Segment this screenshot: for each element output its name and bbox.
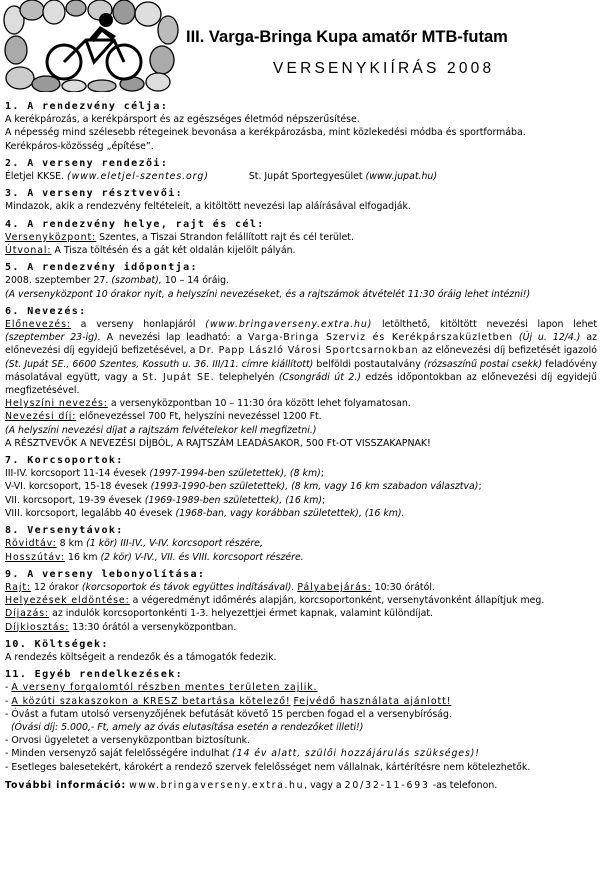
text: VII. korcsoport, 19-39 évesek xyxy=(5,494,145,506)
text: az előnevezési díj befizetését igazoló xyxy=(418,345,597,357)
term-label: Rajt: xyxy=(5,581,31,593)
page-title: III. Varga-Bringa Kupa amatőr MTB-futam xyxy=(186,28,508,46)
event-time: 10 – 14 óráig. xyxy=(164,275,230,287)
section-distances xyxy=(5,524,597,564)
text: Fejvédő használata ajánlott! xyxy=(293,695,452,707)
text: (szeptember 23-ig). xyxy=(5,332,101,344)
section-location xyxy=(5,218,597,258)
text: Varga-Bringa Szerviz és Kerékpárszaküzletben xyxy=(248,332,514,344)
paragraph: A népesség mind szélesebb rétegeinek bevonása a kerékpározásba, mint közlekedési módba és sportformába. xyxy=(5,127,526,139)
paragraph xyxy=(5,551,597,564)
organizer-website[interactable]: (www.jupat.hu) xyxy=(365,171,438,183)
text: 10:30 órától. xyxy=(371,581,435,593)
text: 13:30 órától a versenyközpontban. xyxy=(69,621,237,633)
footer-website[interactable]: www.bringaverseny.extra.hu xyxy=(129,779,305,791)
term-label: Hosszútáv: xyxy=(5,551,66,563)
text: - Minden versenyző saját felelősségére indulhat xyxy=(5,748,233,760)
footer xyxy=(5,779,597,792)
text: , vagy a xyxy=(304,779,345,791)
text: V-VI. korcsoport, 15-18 évesek xyxy=(5,481,151,493)
list-item: (Óvási díj: 5.000,- Ft, amely az óvás elutasítása esetén a rendezőket illeti!) xyxy=(11,721,364,733)
section-costs xyxy=(5,638,597,664)
text: (1 kör) III-IV., V-IV. korcsoport részére, xyxy=(86,538,263,550)
text: az indulók korcsoportonkénti 1-3. helyezettjei érmet kapnak, valamint különdíjat. xyxy=(49,608,433,620)
list-item xyxy=(5,507,597,520)
section-heading: 4. A rendezvény helye, rajt és cél: xyxy=(5,218,265,230)
paragraph xyxy=(5,594,597,607)
paragraph xyxy=(5,397,597,410)
section-heading: 8. Versenytávok: xyxy=(5,525,124,537)
text: ; xyxy=(478,481,482,493)
text: ; xyxy=(322,494,326,506)
list-item: - A közúti szakaszokon a KRESZ betartása kötelező! Fejvédő használata ajánlott! xyxy=(5,695,452,707)
term-label: Versenyközpont: xyxy=(5,231,97,243)
section-heading: 7. Korcsoportok: xyxy=(5,455,124,467)
text: (1968-ban, vagy korábban születettek), (16 km). xyxy=(175,507,405,519)
paragraph: A rendezés költségeit a rendezők és a támogatók fedezik. xyxy=(5,651,277,663)
text: edzés időpontokban az előnevezési díj egyidejű megfizetésével. xyxy=(5,371,597,397)
section-heading: 2. A verseny rendezői: xyxy=(5,157,169,169)
text: a végeredményt időmérés alapján, korcsoportonként, versenytávonként állapítjuk meg. xyxy=(129,595,545,607)
list-item xyxy=(5,480,597,493)
text: (Csongrádi út 2.) xyxy=(278,371,361,383)
list-item xyxy=(5,747,597,760)
text: ; xyxy=(320,468,324,480)
paragraph: Kerékpáros-közösség „építése”. xyxy=(5,140,154,152)
paragraph xyxy=(5,231,597,244)
term-label: Nevezési díj: xyxy=(5,411,77,423)
text: a versenyközpontban 10 – 11:30 óra között lehet folyamatosan. xyxy=(107,398,411,410)
term-label: Díjazás: xyxy=(5,608,50,620)
text: előnevezéssel 700 Ft, helyszíni nevezéssel 1200 Ft. xyxy=(76,411,322,423)
section-heading: 11. Egyéb rendelkezések: xyxy=(5,669,184,681)
text: (1997-1994-ben születettek), (8 km) xyxy=(149,468,321,480)
section-heading: 1. A rendezvény célja: xyxy=(5,101,169,112)
paragraph: (A helyszíni nevezési díjat a rajtszám felvételekor kell megfizetni.) xyxy=(5,424,317,436)
term-text: A Tisza töltésén és a gát két oldalán kijelölt pályán. xyxy=(51,245,296,257)
term-label: Díjkiosztás: xyxy=(5,621,70,633)
section-registration xyxy=(5,305,597,450)
text: VIII. korcsoport, legalább 40 évesek xyxy=(5,507,176,519)
paragraph xyxy=(5,607,597,620)
section-heading: 5. A rendezvény időpontja: xyxy=(5,262,198,274)
paragraph: Mindazok, akik a rendezvény feltételeit, a kitöltött nevezési lap aláírásával elfogadják. xyxy=(5,201,411,213)
text: A közúti szakaszokon a KRESZ betartása kötelező! xyxy=(11,695,291,707)
list-item: - Óvást a futam utolsó versenyzőjének befutását követő 15 percben fogad el a versenybíróság. xyxy=(5,708,452,720)
paragraph xyxy=(5,244,597,257)
footer-phone: 20/32-11-693 xyxy=(344,779,430,791)
text: (1993-1990-ben születettek), (8 km, vagy 16 km szabadon választva) xyxy=(150,481,479,493)
term-label: Rövidtáv: xyxy=(5,538,57,550)
paragraph xyxy=(5,410,597,423)
section-age-groups xyxy=(5,454,597,520)
text: feladóvény másolatával együtt, vagy a xyxy=(5,358,598,383)
section-participants xyxy=(5,187,597,213)
text: (1969-1989-ben születettek), (16 km) xyxy=(144,494,322,506)
organizer-name: St. Jupát Sportegyesület xyxy=(248,171,363,183)
list-item xyxy=(5,467,597,480)
paragraph: A kerékpározás, a kerékpársport és az egészséges életmód népszerűsítése. xyxy=(5,114,360,126)
section-heading: 10. Költségek: xyxy=(5,638,109,650)
registration-website[interactable]: (www.bringaverseny.extra.hu) xyxy=(205,319,373,331)
paragraph xyxy=(5,581,597,594)
section-goal xyxy=(5,100,597,153)
text: (korcsoportok és távok együttes indításával). xyxy=(81,581,295,593)
text: (2 kör) V-IV., VII. és VIII. korcsoport részére. xyxy=(100,551,304,563)
document-body xyxy=(5,96,597,792)
text: 16 km xyxy=(65,551,101,563)
deposit-notice: A RÉSZTVEVŐK A NEVEZÉSI DÍJBÓL, A RAJTSZÁM LEADÁSAKOR, 500 Ft-OT VISSZAKAPNAK! xyxy=(5,437,431,449)
term-label: Útvonal: xyxy=(5,245,52,257)
section-date xyxy=(5,261,597,301)
term-label: Előnevezés: xyxy=(5,319,71,331)
text: (St. Jupát SE., 6600 Szentes, Kossuth u. 36. III/11. címre kiállított) xyxy=(5,358,314,370)
paragraph: (A versenyközpont 10 órakor nyit, a helyszíni nevezéseket, és a rajtszámok átvételét 11:30 óráig lehet intézni!) xyxy=(5,288,531,300)
text: a verseny honlapjáról xyxy=(70,319,206,331)
event-day: (szombat), xyxy=(111,275,162,287)
organizers-row xyxy=(5,170,597,183)
paragraph xyxy=(5,537,597,550)
section-organizers xyxy=(5,157,597,183)
section-other xyxy=(5,668,597,774)
text: (rózsaszínű postai csekk) xyxy=(423,358,543,370)
list-item: - Orvosi ügyeletet a versenyközpontban biztosítunk. xyxy=(5,735,251,747)
list-item: - A verseny forgalomtól részben mentes területen zajlik. xyxy=(5,682,318,694)
footer-label: További információ: xyxy=(5,779,127,791)
page-subtitle: VERSENYKIÍRÁS 2008 xyxy=(273,60,495,77)
section-heading: 9. A verseny lebonyolítása: xyxy=(5,568,206,580)
list-item: - Esetleges balesetekért, károkért a rendező szervek felelősséget nem vállalnak, kártérítésre nem kötelezhetők. xyxy=(5,761,531,773)
paragraph xyxy=(5,274,597,287)
cyclist-logo xyxy=(2,0,180,92)
term-label: Helyezések eldöntése: xyxy=(5,595,130,607)
text: (14 év alatt, szülői hozzájárulás szükséges)! xyxy=(232,748,480,760)
text: 12 órakor xyxy=(31,581,82,593)
list-item xyxy=(5,494,597,507)
text: St. Jupát SE. xyxy=(142,371,215,383)
text: az előnevezési díj egyidejű befizetésével, a xyxy=(5,332,597,357)
paragraph xyxy=(5,318,597,397)
text: letölthető, kitöltött nevezési lapon lehet xyxy=(372,319,597,331)
text: 8 km xyxy=(56,538,87,550)
text: belföldi postautalvány xyxy=(313,358,424,370)
text: (Új u. 12/4.) xyxy=(518,332,581,344)
term-label: Helyszíni nevezés: xyxy=(5,398,108,410)
text: A nevezési lap leadható: a xyxy=(100,332,249,344)
paragraph xyxy=(5,621,597,634)
section-schedule xyxy=(5,568,597,634)
organizer-name: Életjel KKSE. xyxy=(5,171,65,183)
term-label: Pályabejárás: xyxy=(297,581,372,593)
event-date: 2008. szeptember 27. xyxy=(5,275,109,287)
term-text: Szentes, a Tiszai Strandon felállított rajt és cél terület. xyxy=(96,231,354,243)
text: -as telefonon. xyxy=(429,779,498,791)
section-heading: 3. A verseny résztvevői: xyxy=(5,188,184,200)
text: A verseny forgalomtól részben mentes területen zajlik. xyxy=(11,682,318,694)
text: telephelyén xyxy=(214,371,279,383)
text: III-IV. korcsoport 11-14 évesek xyxy=(5,468,150,480)
section-heading: 6. Nevezés: xyxy=(5,305,87,317)
text: Dr. Papp László Városi Sportcsarnokban xyxy=(198,345,419,357)
organizer-website[interactable]: (www.eletjel-szentes.org) xyxy=(67,171,209,183)
